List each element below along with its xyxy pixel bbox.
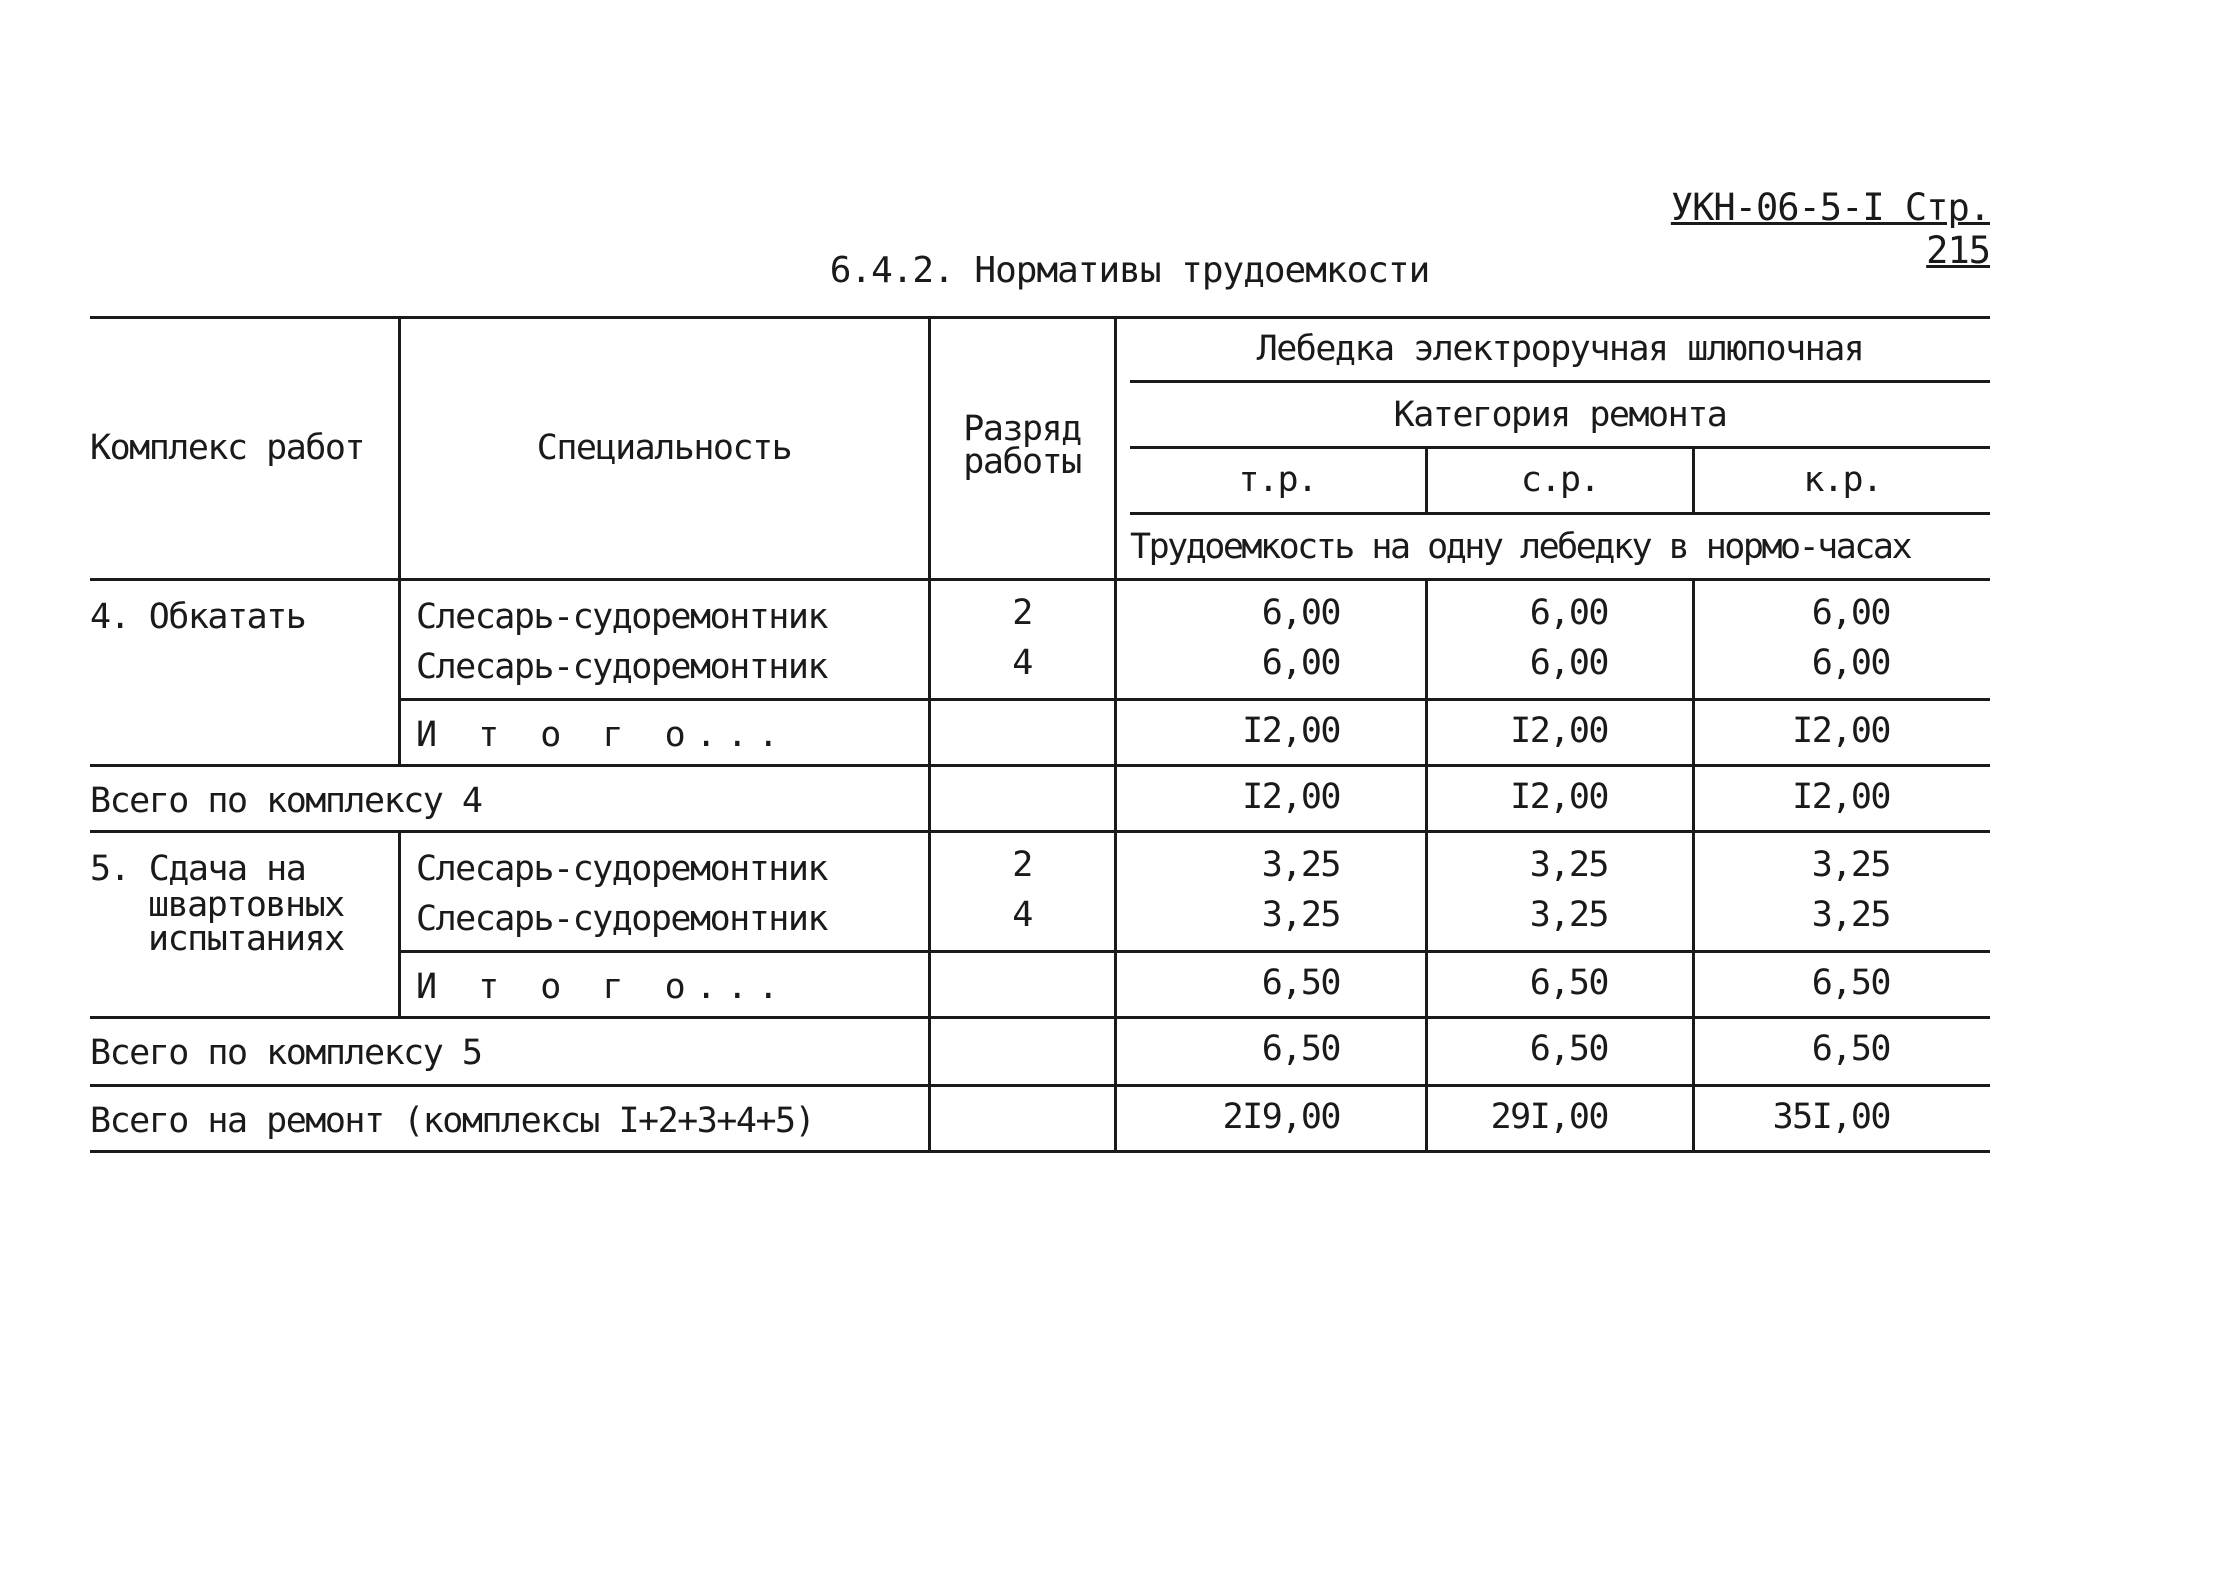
- grand-total-label: Всего на ремонт (комплексы I+2+3+4+5): [90, 1101, 815, 1141]
- c4-subtotal-sr: I2,00: [1510, 711, 1608, 751]
- rule-c4-subtotal: [400, 698, 1990, 701]
- c4-row1-grade: 2: [1012, 593, 1032, 633]
- header-complex: Комплекс работ: [90, 428, 365, 468]
- col-divider-grade: [1114, 316, 1117, 1150]
- rule-under-codes: [1130, 512, 1990, 515]
- rule-under-category: [1130, 446, 1990, 449]
- c4-total-label: Всего по комплексу 4: [90, 781, 482, 821]
- c4-row2-tr: 6,00: [1261, 643, 1340, 683]
- c5-row2-sr: 3,25: [1529, 895, 1608, 935]
- c5-total-kr: 6,50: [1811, 1029, 1890, 1069]
- c5-row1-grade: 2: [1012, 845, 1032, 885]
- c4-row1-sr: 6,00: [1529, 593, 1608, 633]
- grand-total-sr: 29I,00: [1490, 1097, 1608, 1137]
- c4-subtotal-tr: I2,00: [1242, 711, 1340, 751]
- page-reference: УКН-06-5-I Стр. 215: [1670, 186, 1990, 272]
- c5-row2-grade: 4: [1012, 895, 1032, 935]
- rule-c5-total: [90, 1016, 1990, 1019]
- c5-row1-sr: 3,25: [1529, 845, 1608, 885]
- c4-total-sr: I2,00: [1510, 777, 1608, 817]
- header-grade-line2: работы: [963, 442, 1081, 482]
- c4-row2-sr: 6,00: [1529, 643, 1608, 683]
- c4-total-tr: I2,00: [1242, 777, 1340, 817]
- c4-subtotal-label: И т о г о...: [416, 715, 789, 755]
- rule-c5-start: [90, 830, 1990, 833]
- rule-grand-total: [90, 1084, 1990, 1087]
- header-labor-unit: Трудоемкость на одну лебедку в нормо-часах: [1130, 527, 1911, 567]
- c5-row2-specialty: Слесарь-судоремонтник: [416, 899, 828, 939]
- header-grade-line1: Разряд: [963, 409, 1081, 449]
- c4-row2-specialty: Слесарь-судоремонтник: [416, 647, 828, 687]
- header-cat-sr: с.р.: [1520, 460, 1600, 500]
- c5-subtotal-kr: 6,50: [1811, 963, 1890, 1003]
- rule-c4-total: [90, 764, 1990, 767]
- c5-row1-tr: 3,25: [1261, 845, 1340, 885]
- c4-row2-grade: 4: [1012, 643, 1032, 683]
- col-divider-complex-5: [398, 830, 401, 1016]
- header-specialty: Специальность: [536, 428, 792, 468]
- c4-row2-kr: 6,00: [1811, 643, 1890, 683]
- col-divider-complex: [398, 316, 401, 764]
- complex-5-name-line1: 5. Сдача на: [90, 849, 306, 889]
- c4-row1-kr: 6,00: [1811, 593, 1890, 633]
- c4-row1-tr: 6,00: [1261, 593, 1340, 633]
- rule-header-bottom: [90, 578, 1990, 581]
- c4-total-kr: I2,00: [1792, 777, 1890, 817]
- c4-row1-specialty: Слесарь-судоремонтник: [416, 597, 828, 637]
- header-repair-category: Категория ремонта: [1393, 395, 1727, 435]
- complex-4-name: 4. Обкатать: [90, 597, 306, 637]
- c5-subtotal-label: И т о г о...: [416, 967, 789, 1007]
- c5-row2-kr: 3,25: [1811, 895, 1890, 935]
- header-equipment: Лебедка электроручная шлюпочная: [1256, 329, 1864, 369]
- c5-total-sr: 6,50: [1529, 1029, 1608, 1069]
- rule-top: [90, 316, 1990, 319]
- c5-subtotal-tr: 6,50: [1261, 963, 1340, 1003]
- c4-subtotal-kr: I2,00: [1792, 711, 1890, 751]
- c5-total-label: Всего по комплексу 5: [90, 1033, 482, 1073]
- grand-total-kr: 35I,00: [1772, 1097, 1890, 1137]
- rule-c5-subtotal: [400, 950, 1990, 953]
- header-cat-kr: к.р.: [1803, 460, 1882, 500]
- c5-subtotal-sr: 6,50: [1529, 963, 1608, 1003]
- c5-row1-specialty: Слесарь-судоремонтник: [416, 849, 828, 889]
- table-title: 6.4.2. Нормативы трудоемкости: [829, 250, 1430, 291]
- header-cat-tr: т.р.: [1238, 460, 1317, 500]
- complex-5-name-line3: испытаниях: [148, 919, 344, 959]
- c5-total-tr: 6,50: [1261, 1029, 1340, 1069]
- rule-bottom: [90, 1150, 1990, 1153]
- c5-row2-tr: 3,25: [1261, 895, 1340, 935]
- c5-row1-kr: 3,25: [1811, 845, 1890, 885]
- rule-under-equipment: [1130, 380, 1990, 383]
- grand-total-tr: 2I9,00: [1222, 1097, 1340, 1137]
- complex-5-name-line2: швартовных: [148, 885, 344, 925]
